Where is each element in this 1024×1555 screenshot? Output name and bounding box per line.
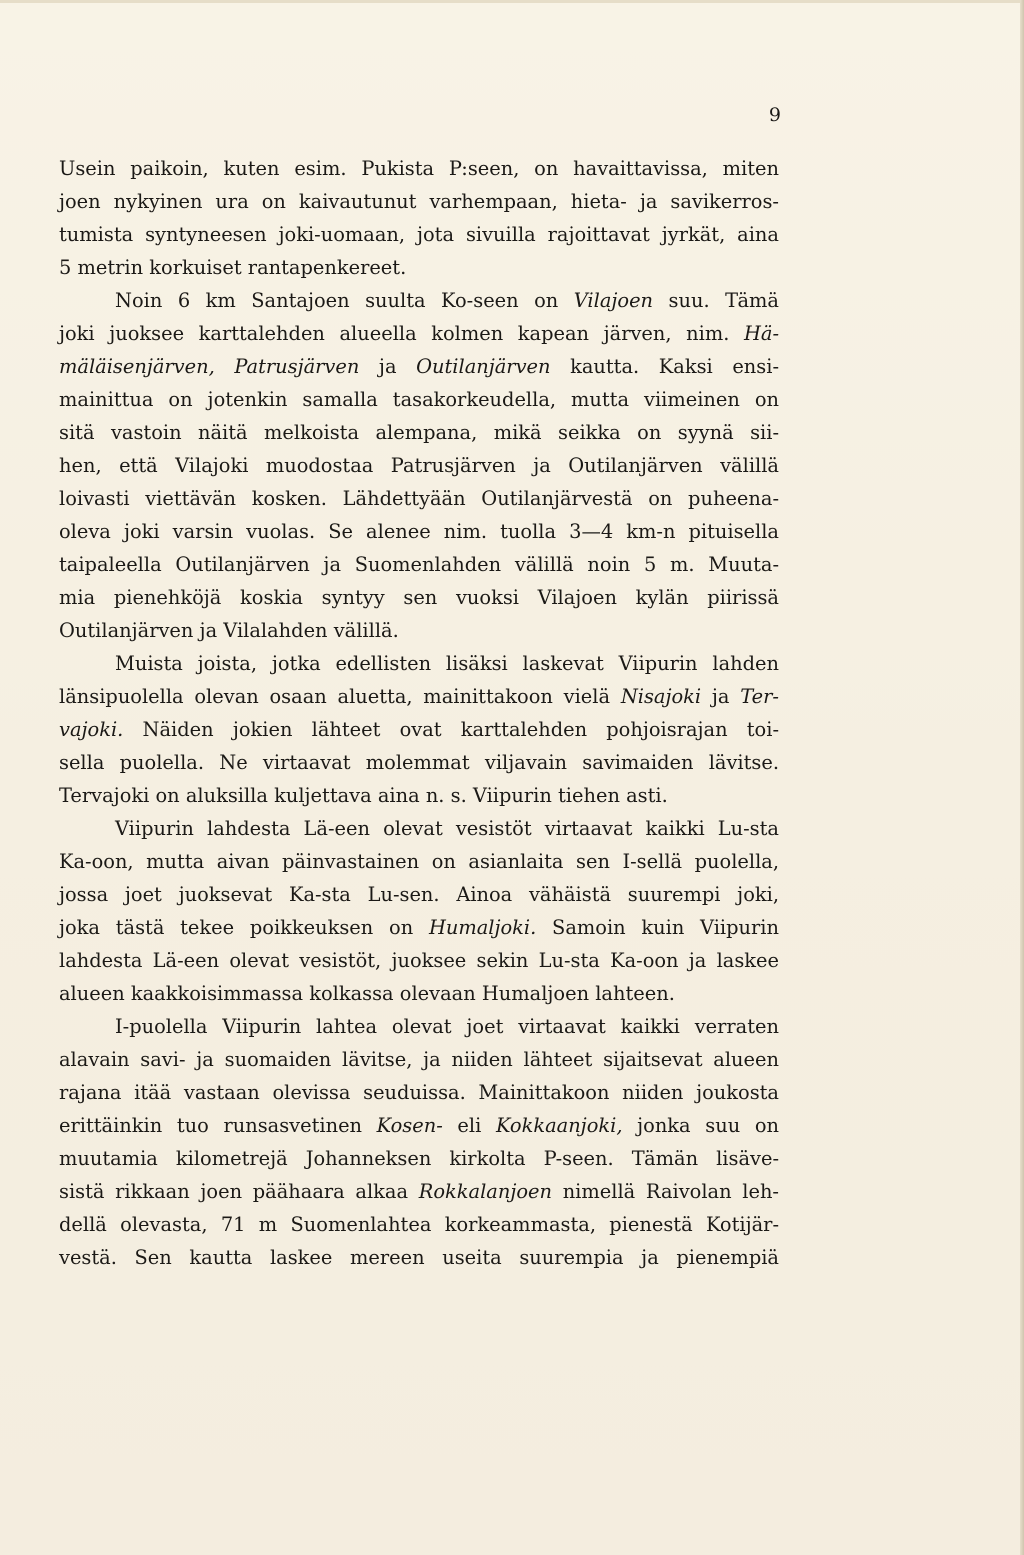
text-line [59,548,779,581]
text-segment: joen nykyinen ura on kaivautunut varhempaan, hieta- ja savikerros- [59,190,779,213]
text-segment: vestä. Sen kautta laskee mereen useita suurempia ja pienempiä [59,1246,779,1269]
text-segment: ja [701,685,741,708]
text-segment: ja [359,355,417,378]
page-top-edge [0,0,1024,3]
text-segment: Outilanjärven ja Vilalahden välillä. [59,619,399,642]
text-segment: nimellä Raivolan leh- [552,1180,779,1203]
body-text [59,152,779,1274]
text-line [59,1076,779,1109]
text-line [59,1208,779,1241]
text-segment: Noin 6 km Santajoen suulta Ko-seen on [115,289,574,312]
text-line [59,515,779,548]
text-segment: loivasti viettävän kosken. Lähdettyään Outilanjärvestä on puheena- [59,487,779,510]
text-line [59,779,779,812]
italic-term: Vilajoen [573,289,654,312]
italic-term: Kosen- [376,1114,443,1137]
italic-term: Ter- [740,685,779,708]
text-segment: Ka-oon, mutta aivan päinvastainen on asianlaita sen I-sellä puolella, [59,850,779,873]
page-right-edge [1020,0,1024,1555]
text-line [59,185,779,218]
text-line [59,1142,779,1175]
text-line [59,317,779,350]
italic-term: Rokkalanjoen [418,1180,552,1203]
text-line [59,977,779,1010]
text-line [59,581,779,614]
text-segment: Usein paikoin, kuten esim. Pukista P:seen, on havaittavissa, miten [59,157,779,180]
text-line [59,614,779,647]
text-line [59,482,779,515]
text-line [59,449,779,482]
italic-term: Kokkaanjoki, [495,1114,623,1137]
text-line [59,845,779,878]
text-segment: 5 metrin korkuiset rantapenkereet. [59,256,407,279]
text-segment: joki juoksee karttalehden alueella kolmen kapean järven, nim. [59,322,744,345]
text-segment: Tervajoki on aluksilla kuljettava aina n. s. Viipurin tiehen asti. [59,784,668,807]
text-line [59,383,779,416]
text-segment: Muista joista, jotka edellisten lisäksi laskevat Viipurin lahden [115,652,779,675]
italic-term: Outilanjärven [416,355,551,378]
text-segment: erittäinkin tuo runsasvetinen [59,1114,377,1137]
text-line [59,416,779,449]
italic-term: mäläisenjärven, [59,355,215,378]
text-segment: sistä rikkaan joen päähaara alkaa [59,1180,419,1203]
text-line [59,647,779,680]
text-segment: taipaleella Outilanjärven ja Suomenlahden välillä noin 5 m. Muuta- [59,553,779,576]
text-line [59,350,779,383]
text-segment: I-puolella Viipurin lahtea olevat joet virtaavat kaikki verraten [115,1015,779,1038]
italic-term: Hä- [743,322,779,345]
text-line [59,812,779,845]
text-segment: rajana itää vastaan olevissa seuduissa. Mainittakoon niiden joukosta [59,1081,779,1104]
text-segment: kautta. Kaksi ensi- [550,355,779,378]
text-line [59,1043,779,1076]
text-line [59,218,779,251]
text-line [59,911,779,944]
text-segment: tumista syntyneesen joki-uomaan, jota sivuilla rajoittavat jyrkät, aina [59,223,779,246]
text-line [59,284,779,317]
text-segment: länsipuolella olevan osaan aluetta, mainittakoon vielä [59,685,621,708]
text-line [59,251,779,284]
text-segment: alavain savi- ja suomaiden lävitse, ja niiden lähteet sijaitsevat alueen [59,1048,779,1071]
text-segment: alueen kaakkoisimmassa kolkassa olevaan Humaljoen lahteen. [59,982,675,1005]
text-line [59,713,779,746]
text-line [59,878,779,911]
text-segment: sella puolella. Ne virtaavat molemmat viljavain savimaiden lävitse. [59,751,779,774]
text-segment: Viipurin lahdesta Lä-een olevat vesistöt virtaavat kaikki Lu-sta [115,817,779,840]
text-line [59,152,779,185]
text-segment: suu. Tämä [653,289,779,312]
text-line [59,1109,779,1142]
text-line [59,746,779,779]
italic-term: Humaljoki. [428,916,537,939]
text-segment: mia pienehköjä koskia syntyy sen vuoksi Vilajoen kylän piirissä [59,586,779,609]
text-segment: oleva joki varsin vuolas. Se alenee nim. tuolla 3—4 km-n pituisella [59,520,779,543]
text-segment: jonka suu on [622,1114,779,1137]
italic-term: Nisajoki [620,685,702,708]
text-line [59,1175,779,1208]
text-segment: jossa joet juoksevat Ka-sta Lu-sen. Ainoa vähäistä suurempi joki, [59,883,779,906]
text-segment [215,355,235,378]
italic-term: Patrusjärven [234,355,360,378]
text-segment: hen, että Vilajoki muodostaa Patrusjärven ja Outilanjärven välillä [59,454,779,477]
text-line [59,680,779,713]
text-segment: mainittua on jotenkin samalla tasakorkeudella, mutta viimeinen on [59,388,779,411]
text-line [59,1241,779,1274]
text-segment: dellä olevasta, 71 m Suomenlahtea korkeammasta, pienestä Kotijär- [59,1213,779,1236]
text-line [59,944,779,977]
text-segment: Samoin kuin Viipurin [536,916,779,939]
text-segment: Näiden jokien lähteet ovat karttalehden pohjoisrajan toi- [123,718,779,741]
page-number: 9 [768,104,781,126]
text-segment: muutamia kilometrejä Johanneksen kirkolta P-seen. Tämän lisäve- [59,1147,779,1170]
text-segment: joka tästä tekee poikkeuksen on [59,916,429,939]
text-line [59,1010,779,1043]
italic-term: vajoki. [59,718,124,741]
text-segment: sitä vastoin näitä melkoista alempana, mikä seikka on syynä sii- [59,421,779,444]
text-segment: lahdesta Lä-een olevat vesistöt, juoksee sekin Lu-sta Ka-oon ja laskee [59,949,779,972]
text-segment: eli [442,1114,496,1137]
